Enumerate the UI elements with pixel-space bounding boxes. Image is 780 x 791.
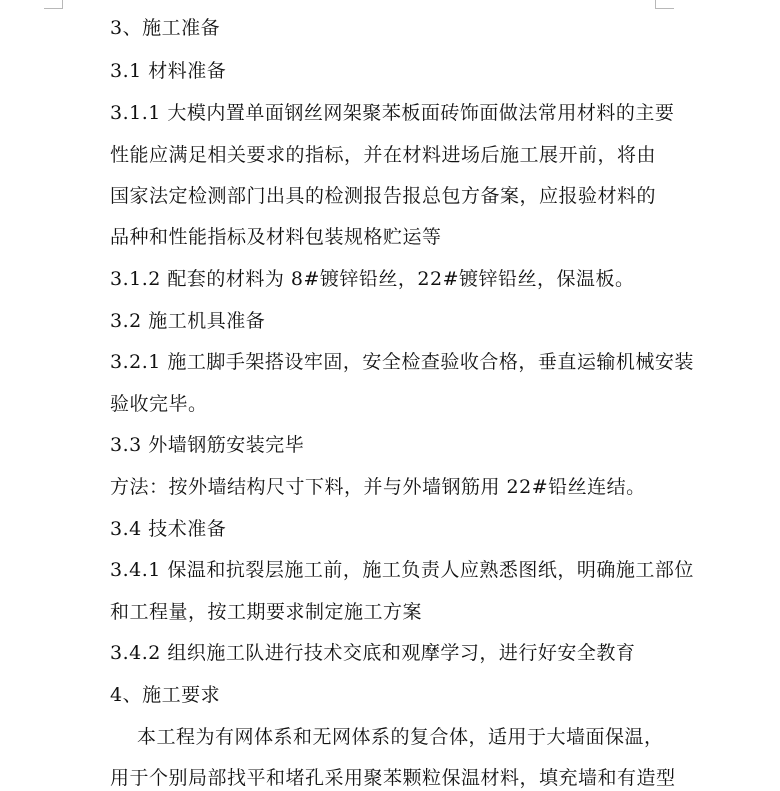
section-heading-3: 3、施工准备 [110,17,221,39]
paragraph-3-1-1-line-1: 3.1.1 大模内置单面钢丝网架聚苯板面砖饰面做法常用材料的主要 [110,102,675,124]
section-heading-4: 4、施工要求 [110,684,221,706]
top-right-crop-mark [655,0,674,9]
paragraph-3-2-1-line-1: 3.2.1 施工脚手架搭设牢固，安全检查验收合格，垂直运输机械安装 [110,351,694,373]
subsection-heading-3-3: 3.3 外墙钢筋安装完毕 [110,434,305,456]
paragraph-4-line-1: 本工程为有网体系和无网体系的复合体，适用于大墙面保温， [137,726,664,748]
paragraph-3-1-1-line-2: 性能应满足相关要求的指标，并在材料进场后施工展开前，将由 [110,144,657,166]
subsection-heading-3-1: 3.1 材料准备 [110,60,227,82]
paragraph-3-4-1-line-2: 和工程量，按工期要求制定施工方案 [110,601,423,623]
paragraph-3-1-1-line-3: 国家法定检测部门出具的检测报告报总包方备案，应报验材料的 [110,185,657,207]
subsection-heading-3-2: 3.2 施工机具准备 [110,310,266,332]
paragraph-3-4-1-line-1: 3.4.1 保温和抗裂层施工前，施工负责人应熟悉图纸，明确施工部位 [110,559,694,581]
top-left-crop-mark [44,0,63,9]
paragraph-3-1-2: 3.1.2 配套的材料为 8#镀锌铅丝，22#镀锌铅丝，保温板。 [110,268,635,290]
paragraph-4-line-2: 用于个别局部找平和堵孔采用聚苯颗粒保温材料，填充墙和有造型 [110,767,676,789]
paragraph-3-4-2: 3.4.2 组织施工队进行技术交底和观摩学习，进行好安全教育 [110,642,636,664]
paragraph-method: 方法：按外墙结构尺寸下料，并与外墙钢筋用 22#铅丝连结。 [110,476,646,498]
subsection-heading-3-4: 3.4 技术准备 [110,518,227,540]
paragraph-3-1-1-line-4: 品种和性能指标及材料包装规格贮运等 [110,226,442,248]
paragraph-3-2-1-line-2: 验收完毕。 [110,393,208,415]
